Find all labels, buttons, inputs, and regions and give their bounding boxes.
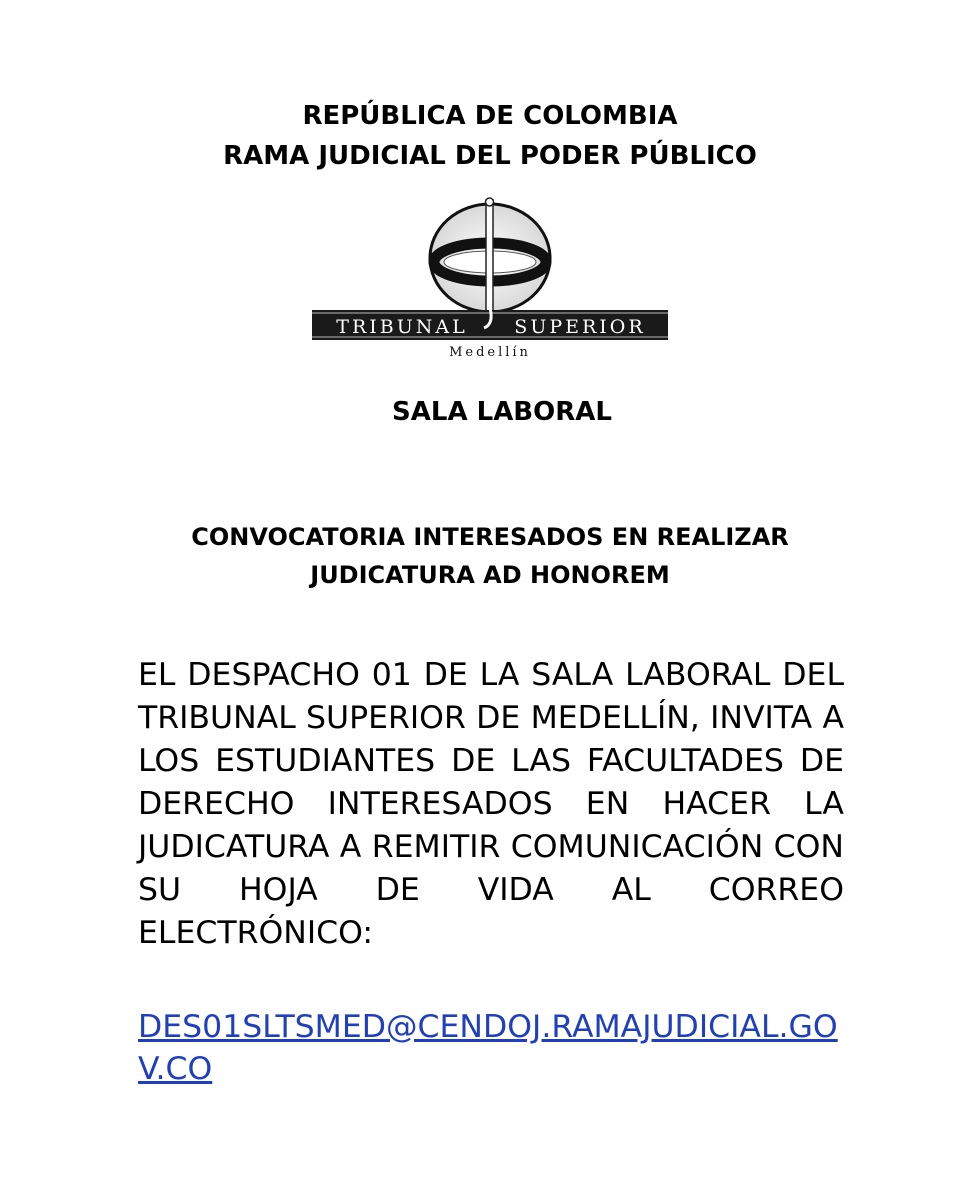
city-label: Medellín xyxy=(449,345,531,360)
tribunal-superior-logo xyxy=(308,196,672,362)
country-title: REPÚBLICA DE COLOMBIA xyxy=(302,101,678,131)
band-text-left: TRIBUNAL xyxy=(336,316,468,338)
branch-title: RAMA JUDICIAL DEL PODER PÚBLICO xyxy=(223,141,757,171)
invitation-paragraph: EL DESPACHO 01 DE LA SALA LABORAL DEL TRIBUNAL SUPERIOR DE MEDELLÍN, INVITA A LOS ESTUDIANTES DE LAS FACULTADES DE DERECHO INTERESADOS EN HACER LA JUDICATURA A REMITIR COMUNICACIÓN CON SU HOJA DE VIDA AL CORREO ELECTRÓNICO: xyxy=(138,657,844,951)
document-header xyxy=(0,96,980,176)
call-title xyxy=(0,518,980,594)
contact-email-link[interactable]: DES01SLTSMED@CENDOJ.RAMAJUDICIAL.GOV.CO xyxy=(138,1009,838,1087)
section-title: SALA LABORAL xyxy=(392,397,612,427)
call-title-line2: JUDICATURA AD HONOREM xyxy=(310,561,670,589)
band-text-right: SUPERIOR xyxy=(514,316,646,338)
call-title-line1: CONVOCATORIA INTERESADOS EN REALIZAR xyxy=(191,523,789,551)
staff-icon xyxy=(486,200,493,320)
